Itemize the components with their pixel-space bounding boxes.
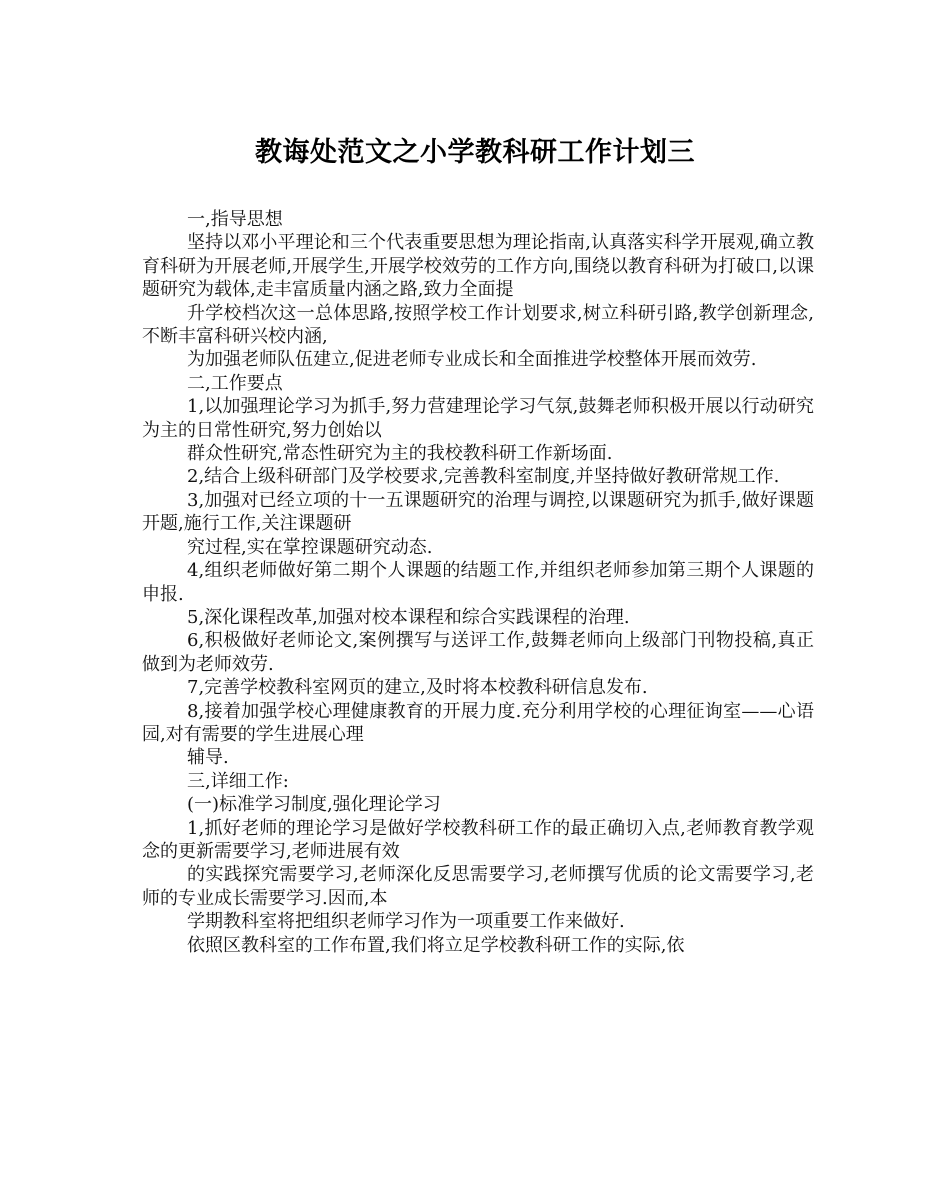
subsection-heading: (一)标准学习制度,强化理论学习 [187, 794, 441, 816]
paragraph: 群众性研究,常态性研究为主的我校教科研工作新场面. [187, 443, 613, 465]
list-item: 1,抓好老师的理论学习是做好学校教科研工作的最正确切入点,老师教育教学观念的更新需要学习,老师进展有效 [142, 817, 814, 862]
section-heading-work-points: 二,工作要点 [187, 372, 283, 394]
document-title: 教诲处范文之小学教科研工作计划三 [255, 137, 695, 168]
paragraph: 坚持以邓小平理论和三个代表重要思想为理论指南,认真落实科学开展观,确立教育科研为开展老师,开展学生,开展学校效劳的工作方向,围绕以教育科研为打破口,以课题研究为载体,走丰富质量内涵之路,致力全面提 [142, 232, 814, 301]
list-item: 1,以加强理论学习为抓手,努力营建理论学习气氛,鼓舞老师积极开展以行动研究为主的日常性研究,努力创始以 [142, 396, 814, 441]
list-item: 3,加强对已经立项的十一五课题研究的治理与调控,以课题研究为抓手,做好课题开题,施行工作,关注课题研 [142, 489, 814, 535]
paragraph: 学期教科室将把组织老师学习作为一项重要工作来做好. [187, 911, 625, 933]
section-heading-guiding-thought: 一,指导思想 [187, 209, 283, 230]
paragraph: 为加强老师队伍建立,促进老师专业成长和全面推进学校整体开展而效劳. [187, 349, 757, 371]
paragraph: 依照区教科室的工作布置,我们将立足学校教科研工作的实际,依 [187, 934, 685, 956]
section-heading-detailed-work: 三,详细工作: [187, 770, 289, 792]
list-item: 5,深化课程改革,加强对校本课程和综合实践课程的治理. [187, 606, 630, 628]
paragraph: 的实践探究需要学习,老师深化反思需要学习,老师撰写优质的论文需要学习,老师的专业成长需要学习.因而,本 [142, 864, 814, 909]
paragraph: 究过程,实在掌控课题研究动态. [187, 536, 433, 558]
list-item: 6,积极做好老师论文,案例撰写与送评工作,鼓舞老师向上级部门刊物投稿,真正做到为老师效劳. [142, 630, 814, 675]
list-item: 8,接着加强学校心理健康教育的开展力度.充分利用学校的心理征询室——心语园,对有需要的学生进展心理 [142, 700, 814, 745]
list-item: 7,完善学校教科室网页的建立,及时将本校教科研信息发布. [187, 677, 648, 699]
paragraph: 升学校档次这一总体思路,按照学校工作计划要求,树立科研引路,教学创新理念,不断丰富科研兴校内涵, [142, 302, 814, 348]
document-body [142, 208, 814, 957]
paragraph: 辅导. [187, 747, 229, 769]
list-item: 4,组织老师做好第二期个人课题的结题工作,并组织老师参加第三期个人课题的申报. [142, 560, 814, 605]
list-item: 2,结合上级科研部门及学校要求,完善教科室制度,并坚持做好教研常规工作. [187, 466, 780, 488]
